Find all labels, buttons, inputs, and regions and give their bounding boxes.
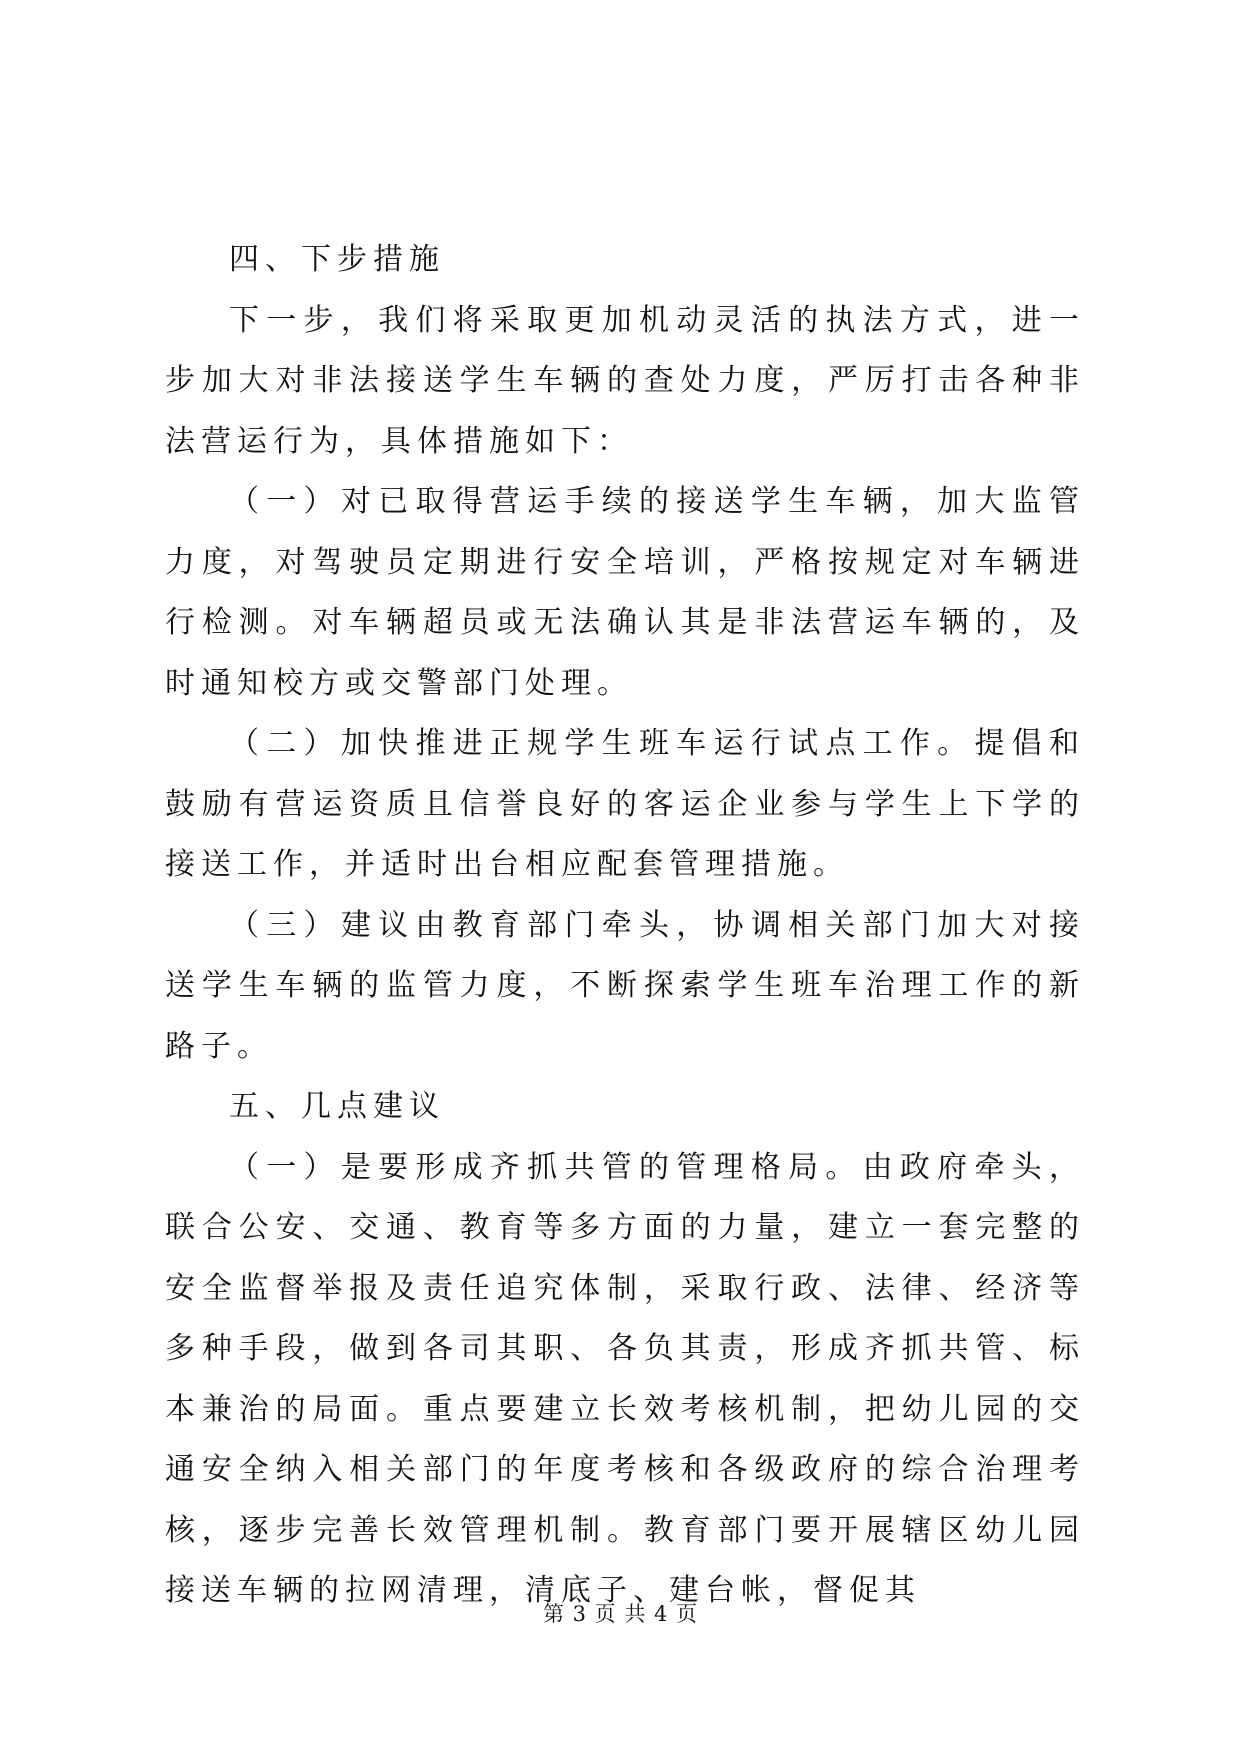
paragraph-suggestion-1: （一）是要形成齐抓共管的管理格局。由政府牵头，联合公安、交通、教育等多方面的力量，建立一套完整的安全监督举报及责任追究体制，采取行政、法律、经济等多种手段，做到各司其职、各负其责，形成齐抓共管、标本兼治的局面。重点要建立长效考核机制，把幼儿园的交通安全纳入相关部门的年度考核和各级政府的综合治理考核，逐步完善长效管理机制。教育部门要开展辖区幼儿园接送车辆的拉网清理，清底子、建台帐，督促其 bbox=[165, 1149, 1085, 1608]
section-heading-next-steps: 四、下步措施 bbox=[229, 242, 445, 277]
page-footer: 第 3 页 共 4 页 bbox=[542, 1602, 699, 1626]
paragraph-measure-1: （一）对已取得营运手续的接送学生车辆，加大监管力度，对驾驶员定期进行安全培训，严格按规定对车辆进行检测。对车辆超员或无法确认其是非法营运车辆的，及时通知校方或交警部门处理。 bbox=[165, 484, 1085, 701]
paragraph-measure-2: （二）加快推进正规学生班车运行试点工作。提倡和鼓励有营运资质且信誉良好的客运企业参与学生上下学的接送工作，并适时出台相应配套管理措施。 bbox=[165, 726, 1085, 882]
paragraph-measure-3: （三）建议由教育部门牵头，协调相关部门加大对接送学生车辆的监管力度，不断探索学生班车治理工作的新路子。 bbox=[165, 907, 1085, 1064]
section-heading-suggestions: 五、几点建议 bbox=[229, 1089, 445, 1124]
document-body bbox=[165, 230, 1085, 1622]
paragraph-next-steps-intro: 下一步，我们将采取更加机动灵活的执法方式，进一步加大对非法接送学生车辆的查处力度，严厉打击各种非法营运行为，具体措施如下： bbox=[165, 302, 1085, 459]
